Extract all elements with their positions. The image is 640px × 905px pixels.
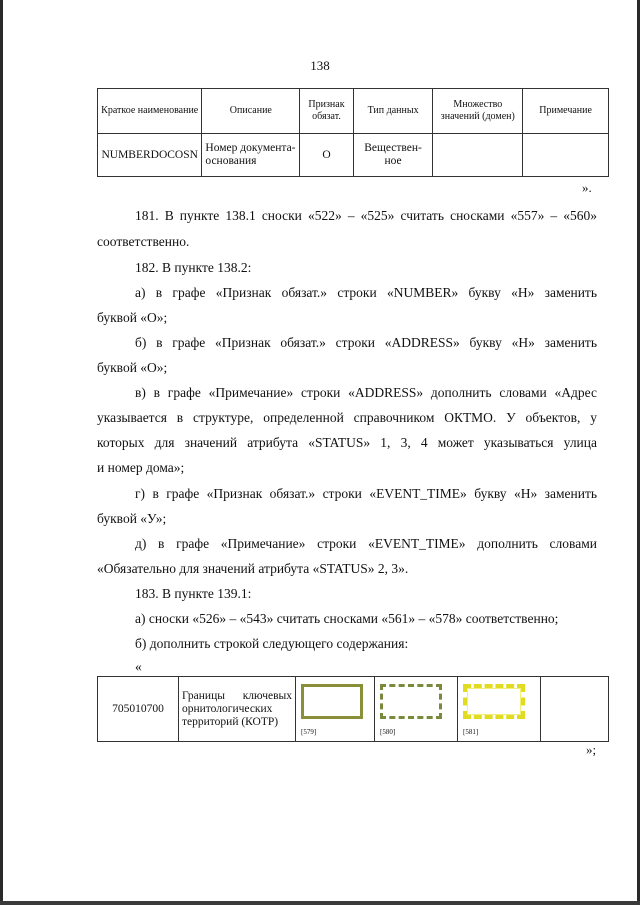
footnote-ref: [580] [380,728,396,736]
cell-note [523,134,609,177]
paragraph-182d-line1: д) в графе «Примечание» строки «EVENT_TIME» дополнить словами [135,536,597,551]
table1-closing-quote: ». [582,180,592,195]
footnote-ref: [579] [301,728,317,736]
footnote-ref: [581] [463,728,479,736]
paragraph-182b-line1: б) в графе «Признак обязат.» строки «ADDRESS» букву «Н» заменить [135,335,597,350]
paragraph-182a-line2: буквой «О»; [97,310,168,325]
cell-description: Номер документа-основания [202,134,300,177]
cell-data-type: Веществен-ное [353,134,433,177]
scan-edge-left [0,0,3,905]
table-row [98,134,609,177]
attributes-table [97,88,609,177]
cell-layer-description: Границы ключевых орнитологических территорий (КОТР) [179,677,296,742]
header-short-name: Краткое наименование [98,89,202,134]
cell-mandatory: О [300,134,353,177]
cell-legend-solid [296,677,375,742]
new-row-table [97,676,609,742]
paragraph-182v-line4: и номер дома»; [97,460,185,475]
header-data-type: Тип данных [353,89,433,134]
cell-legend-yellow-dashed [458,677,541,742]
header-note: Примечание [523,89,609,134]
legend-dashed-box-icon [380,684,442,719]
paragraph-182a-line1: а) в графе «Признак обязат.» строки «NUMBER» букву «Н» заменить [135,285,597,300]
paragraph-181-line1: 181. В пункте 138.1 сноски «522» – «525» считать сносками «557» – «560» [135,208,597,223]
paragraph-183b: б) дополнить строкой следующего содержания: [135,636,409,651]
page-number: 138 [310,58,330,73]
header-domain: Множество значений (домен) [433,89,523,134]
legend-yellow-dashed-box-icon [463,684,525,719]
paragraph-182: 182. В пункте 138.2: [135,260,252,275]
cell-domain [433,134,523,177]
paragraph-182v-line2: указывается в структуре, определенной справочником ОКТМО. У объектов, у [97,410,597,425]
opening-quote: « [135,659,142,674]
paragraph-182b-line2: буквой «О»; [97,360,168,375]
paragraph-183: 183. В пункте 139.1: [135,586,252,601]
table2-closing-quote: »; [586,742,597,757]
paragraph-182v-line3: которых для значений атрибута «STATUS» 1, 3, 4 может указываться улица [97,435,597,450]
legend-solid-box-icon [301,684,363,719]
cell-legend-dashed [375,677,458,742]
header-description: Описание [202,89,300,134]
paragraph-181-line2: соответственно. [97,234,190,249]
cell-empty [541,677,609,742]
paragraph-182d-line2: «Обязательно для значений атрибута «STATUS» 2, 3». [97,561,409,576]
paragraph-182g-line2: буквой «У»; [97,511,167,526]
header-mandatory: Признак обязат. [300,89,353,134]
paragraph-182v-line1: в) в графе «Примечание» строки «ADDRESS» дополнить словами «Адрес [135,385,597,400]
scan-edge-bottom [0,901,640,905]
table-header-row [98,89,609,134]
cell-code: 705010700 [98,677,179,742]
cell-short-name: NUMBERDOCOSN [98,134,202,177]
table-row [98,677,609,742]
paragraph-183a: а) сноски «526» – «543» считать сносками «561» – «578» соответственно; [135,611,559,626]
paragraph-182g-line1: г) в графе «Признак обязат.» строки «EVENT_TIME» букву «Н» заменить [135,486,597,501]
